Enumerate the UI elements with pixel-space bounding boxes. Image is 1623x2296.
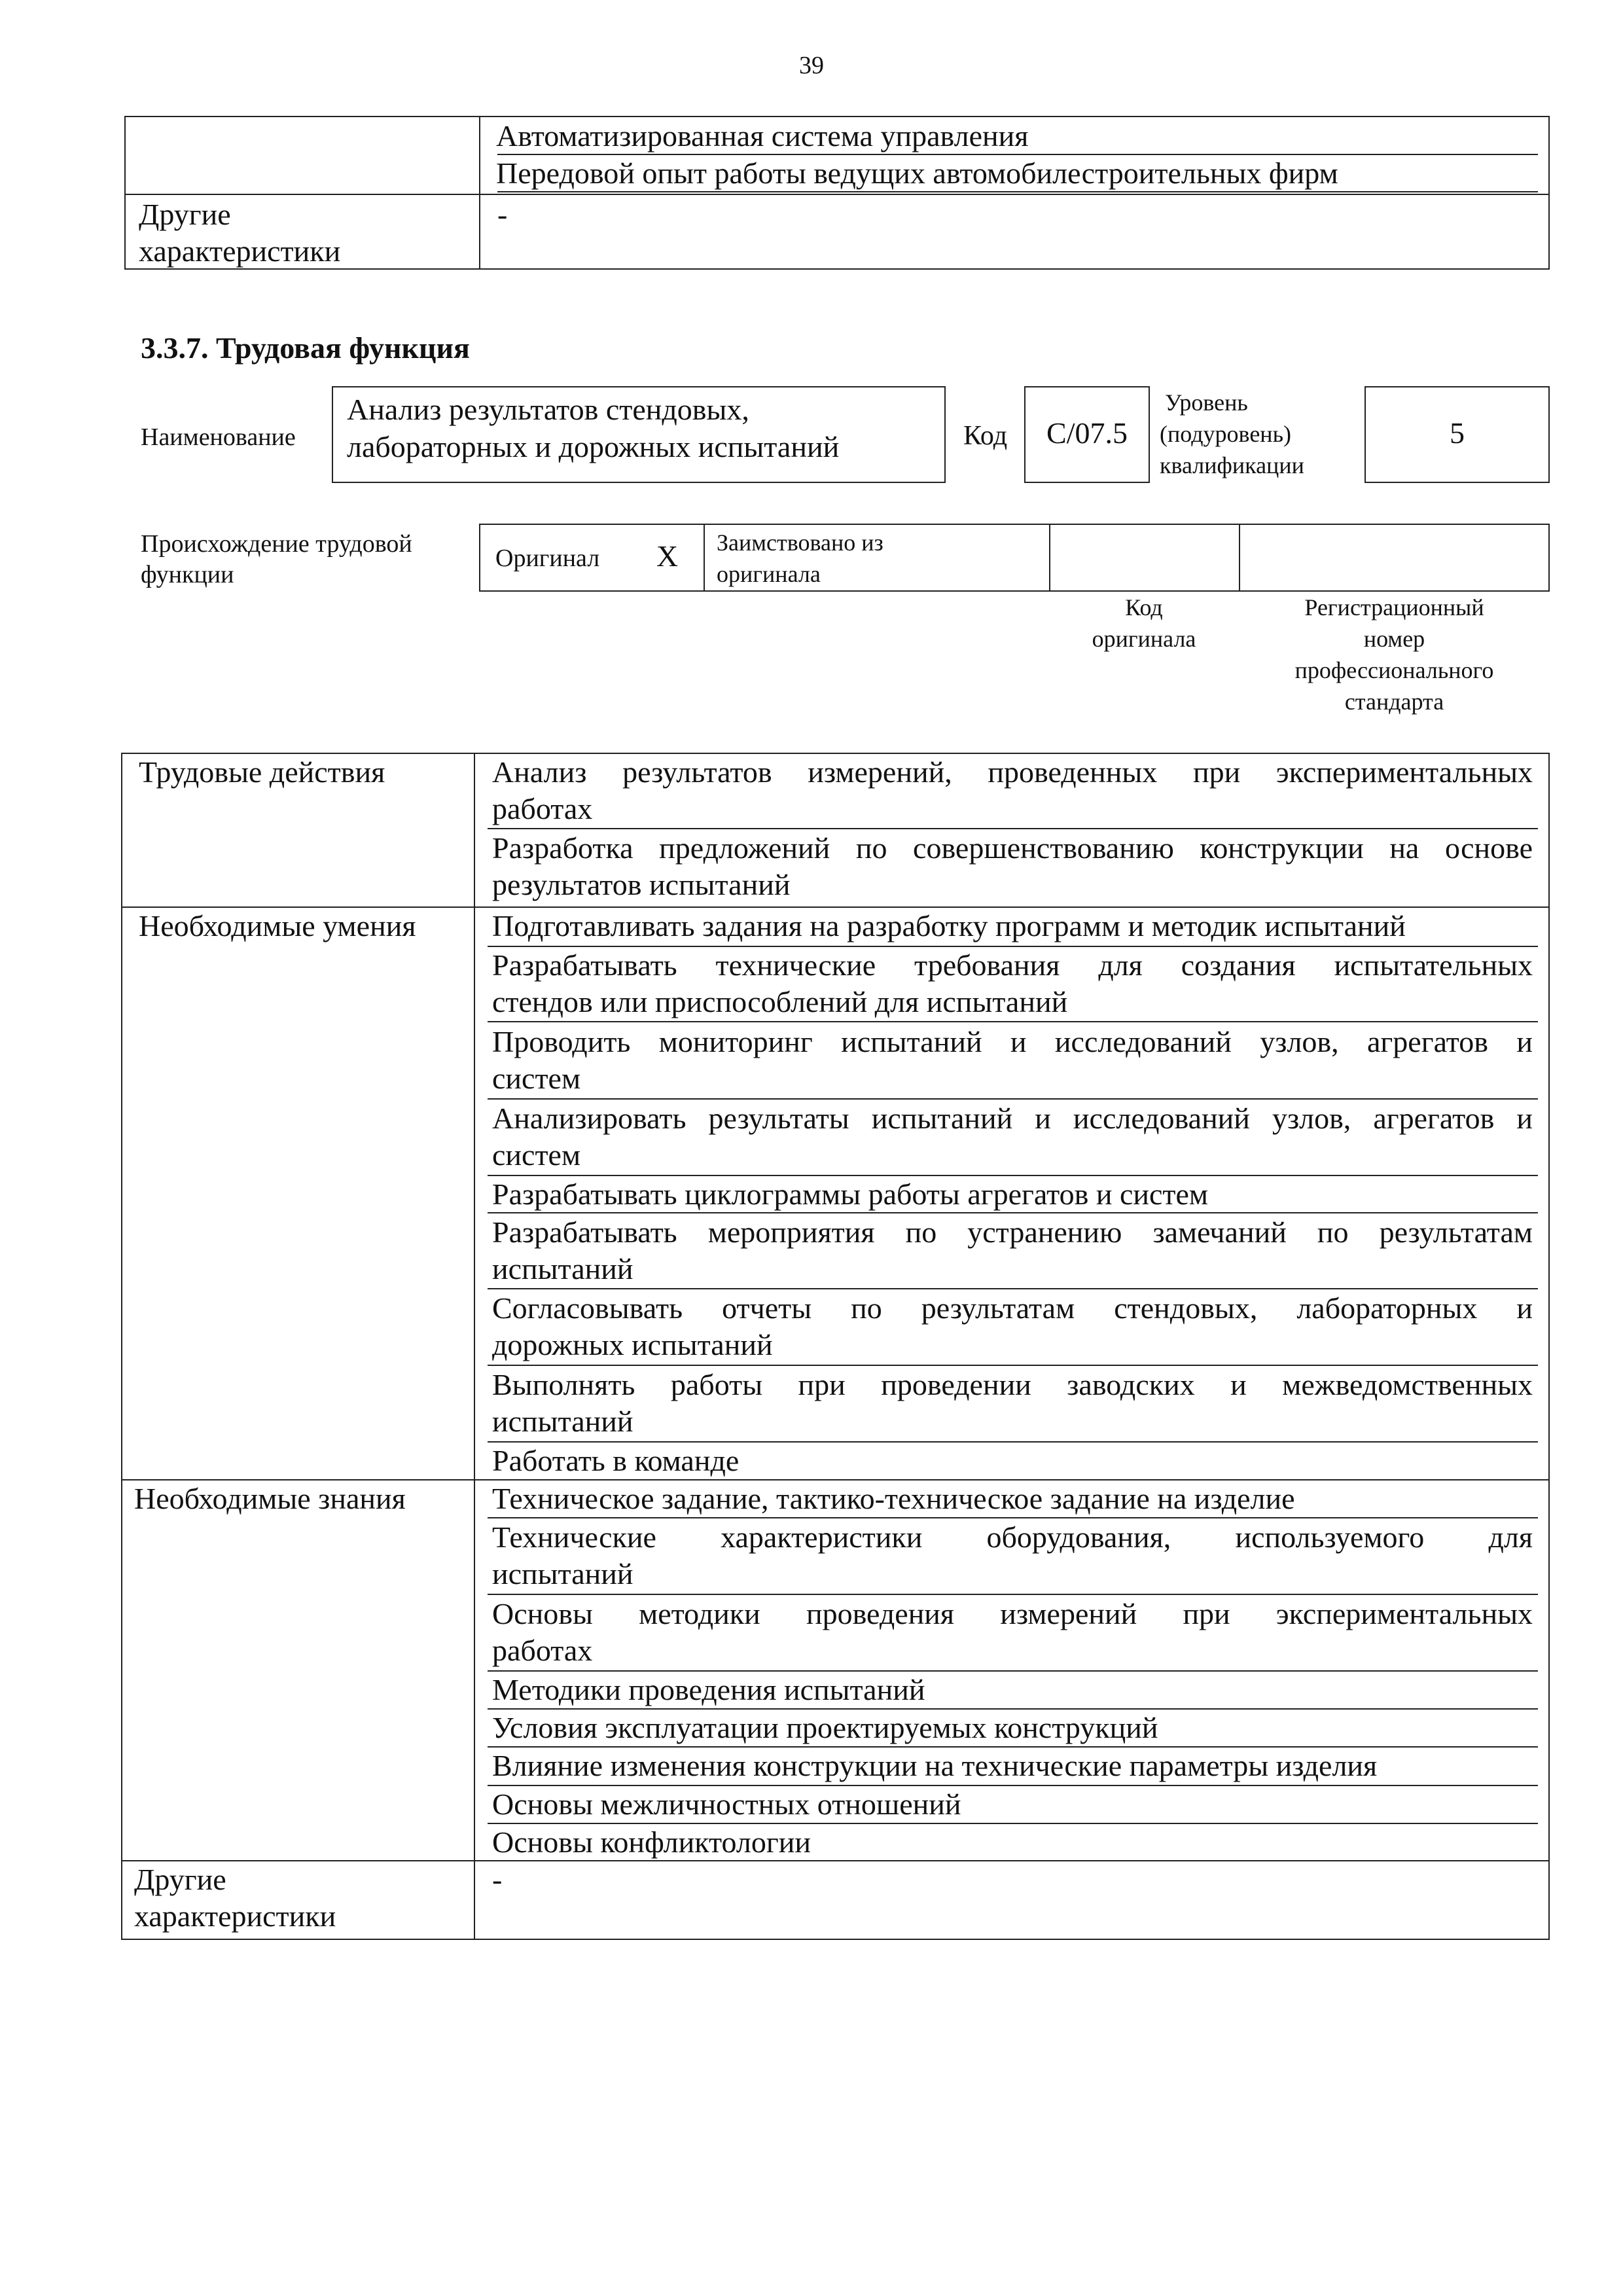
skill-item-2-line-2: стендов или приспособлений для испытаний	[492, 985, 1068, 1018]
action-item-1-line-1: Анализ результатов измерений, проведенных при экспериментальных	[492, 755, 1533, 789]
skill-item-2-line-1: Разрабатывать технические требования для создания испытательных	[492, 948, 1533, 982]
knowledge-item-3-line-2: работах	[492, 1634, 593, 1667]
skill-item-8-line-1: Выполнять работы при проведении заводских и межведомственных	[492, 1368, 1533, 1401]
reg-caption-4: стандарта	[1344, 689, 1444, 715]
skill-item-6-line-1: Разрабатывать мероприятия по устранению замечаний по результатам	[492, 1215, 1533, 1249]
top-other-value: -	[497, 198, 508, 231]
knowledge-item-1: Техническое задание, тактико-техническое задание на изделие	[492, 1482, 1295, 1515]
skill-item-8-line-2: испытаний	[492, 1405, 633, 1438]
level-label-1: Уровень	[1165, 389, 1248, 416]
origin-label-2: функции	[141, 561, 234, 588]
skills-label: Необходимые умения	[139, 909, 416, 942]
knowledge-item-8: Основы конфликтологии	[492, 1825, 811, 1859]
level-label-3: квалификации	[1160, 452, 1304, 478]
borrowed-label-2: оригинала	[717, 561, 821, 587]
origin-label-1: Происхождение трудовой	[141, 530, 412, 558]
skill-item-9: Работать в команде	[492, 1444, 740, 1477]
name-value-1: Анализ результатов стендовых,	[347, 393, 749, 426]
original-mark: X	[656, 539, 679, 573]
section-title: 3.3.7. Трудовая функция	[141, 331, 470, 365]
knowledge-item-2-line-1: Технические характеристики оборудования, используемого для	[492, 1520, 1533, 1554]
main-other-label-2: характеристики	[134, 1899, 336, 1933]
top-table-row-1: Автоматизированная система управления	[496, 119, 1029, 152]
knowledge-label: Необходимые знания	[134, 1482, 406, 1515]
action-item-2-line-1: Разработка предложений по совершенствованию конструкции на основе	[492, 831, 1533, 865]
skill-item-7-line-1: Согласовывать отчеты по результатам стендовых, лабораторных и	[492, 1291, 1533, 1325]
name-label: Наименование	[141, 423, 296, 451]
skill-item-1: Подготавливать задания на разработку программ и методик испытаний	[492, 909, 1406, 942]
name-value-2: лабораторных и дорожных испытаний	[347, 430, 840, 463]
code-caption-2: оригинала	[1092, 626, 1196, 652]
knowledge-item-6: Влияние изменения конструкции на технические параметры изделия	[492, 1749, 1378, 1782]
origin-box	[479, 524, 1550, 592]
action-item-1-line-2: работах	[492, 792, 593, 825]
skill-item-4-line-1: Анализировать результаты испытаний и исследований узлов, агрегатов и	[492, 1102, 1533, 1135]
skill-item-7-line-2: дорожных испытаний	[492, 1328, 773, 1361]
knowledge-item-3-line-1: Основы методики проведения измерений при экспериментальных	[492, 1597, 1533, 1630]
top-other-label-2: характеристики	[139, 234, 341, 268]
knowledge-item-4: Методики проведения испытаний	[492, 1673, 925, 1706]
top-other-label-1: Другие	[139, 198, 231, 231]
page-number: 39	[799, 52, 824, 79]
main-other-label-1: Другие	[134, 1863, 226, 1896]
skill-item-4-line-2: систем	[492, 1138, 581, 1172]
main-other-value: -	[492, 1863, 503, 1896]
knowledge-item-2-line-2: испытаний	[492, 1557, 633, 1590]
level-value: 5	[1450, 416, 1465, 450]
reg-caption-3: профессионального	[1294, 657, 1494, 683]
code-label: Код	[963, 421, 1008, 451]
knowledge-item-5: Условия эксплуатации проектируемых конструкций	[492, 1711, 1158, 1744]
knowledge-item-7: Основы межличностных отношений	[492, 1787, 961, 1821]
level-label-2: (подуровень)	[1160, 421, 1291, 447]
top-table-row-2: Передовой опыт работы ведущих автомобилестроительных фирм	[496, 156, 1338, 190]
code-value: С/07.5	[1046, 416, 1128, 450]
skill-item-3-line-2: систем	[492, 1062, 581, 1095]
skill-item-3-line-1: Проводить мониторинг испытаний и исследований узлов, агрегатов и	[492, 1025, 1533, 1058]
borrowed-label-1: Заимствовано из	[717, 529, 883, 556]
reg-caption-2: номер	[1363, 626, 1425, 652]
action-item-2-line-2: результатов испытаний	[492, 868, 791, 901]
skill-item-6-line-2: испытаний	[492, 1252, 633, 1285]
reg-caption-1: Регистрационный	[1304, 594, 1484, 620]
actions-label: Трудовые действия	[139, 755, 385, 789]
code-caption-1: Код	[1125, 594, 1163, 620]
skill-item-5: Разрабатывать циклограммы работы агрегатов и систем	[492, 1177, 1209, 1211]
original-label: Оригинал	[495, 545, 600, 572]
